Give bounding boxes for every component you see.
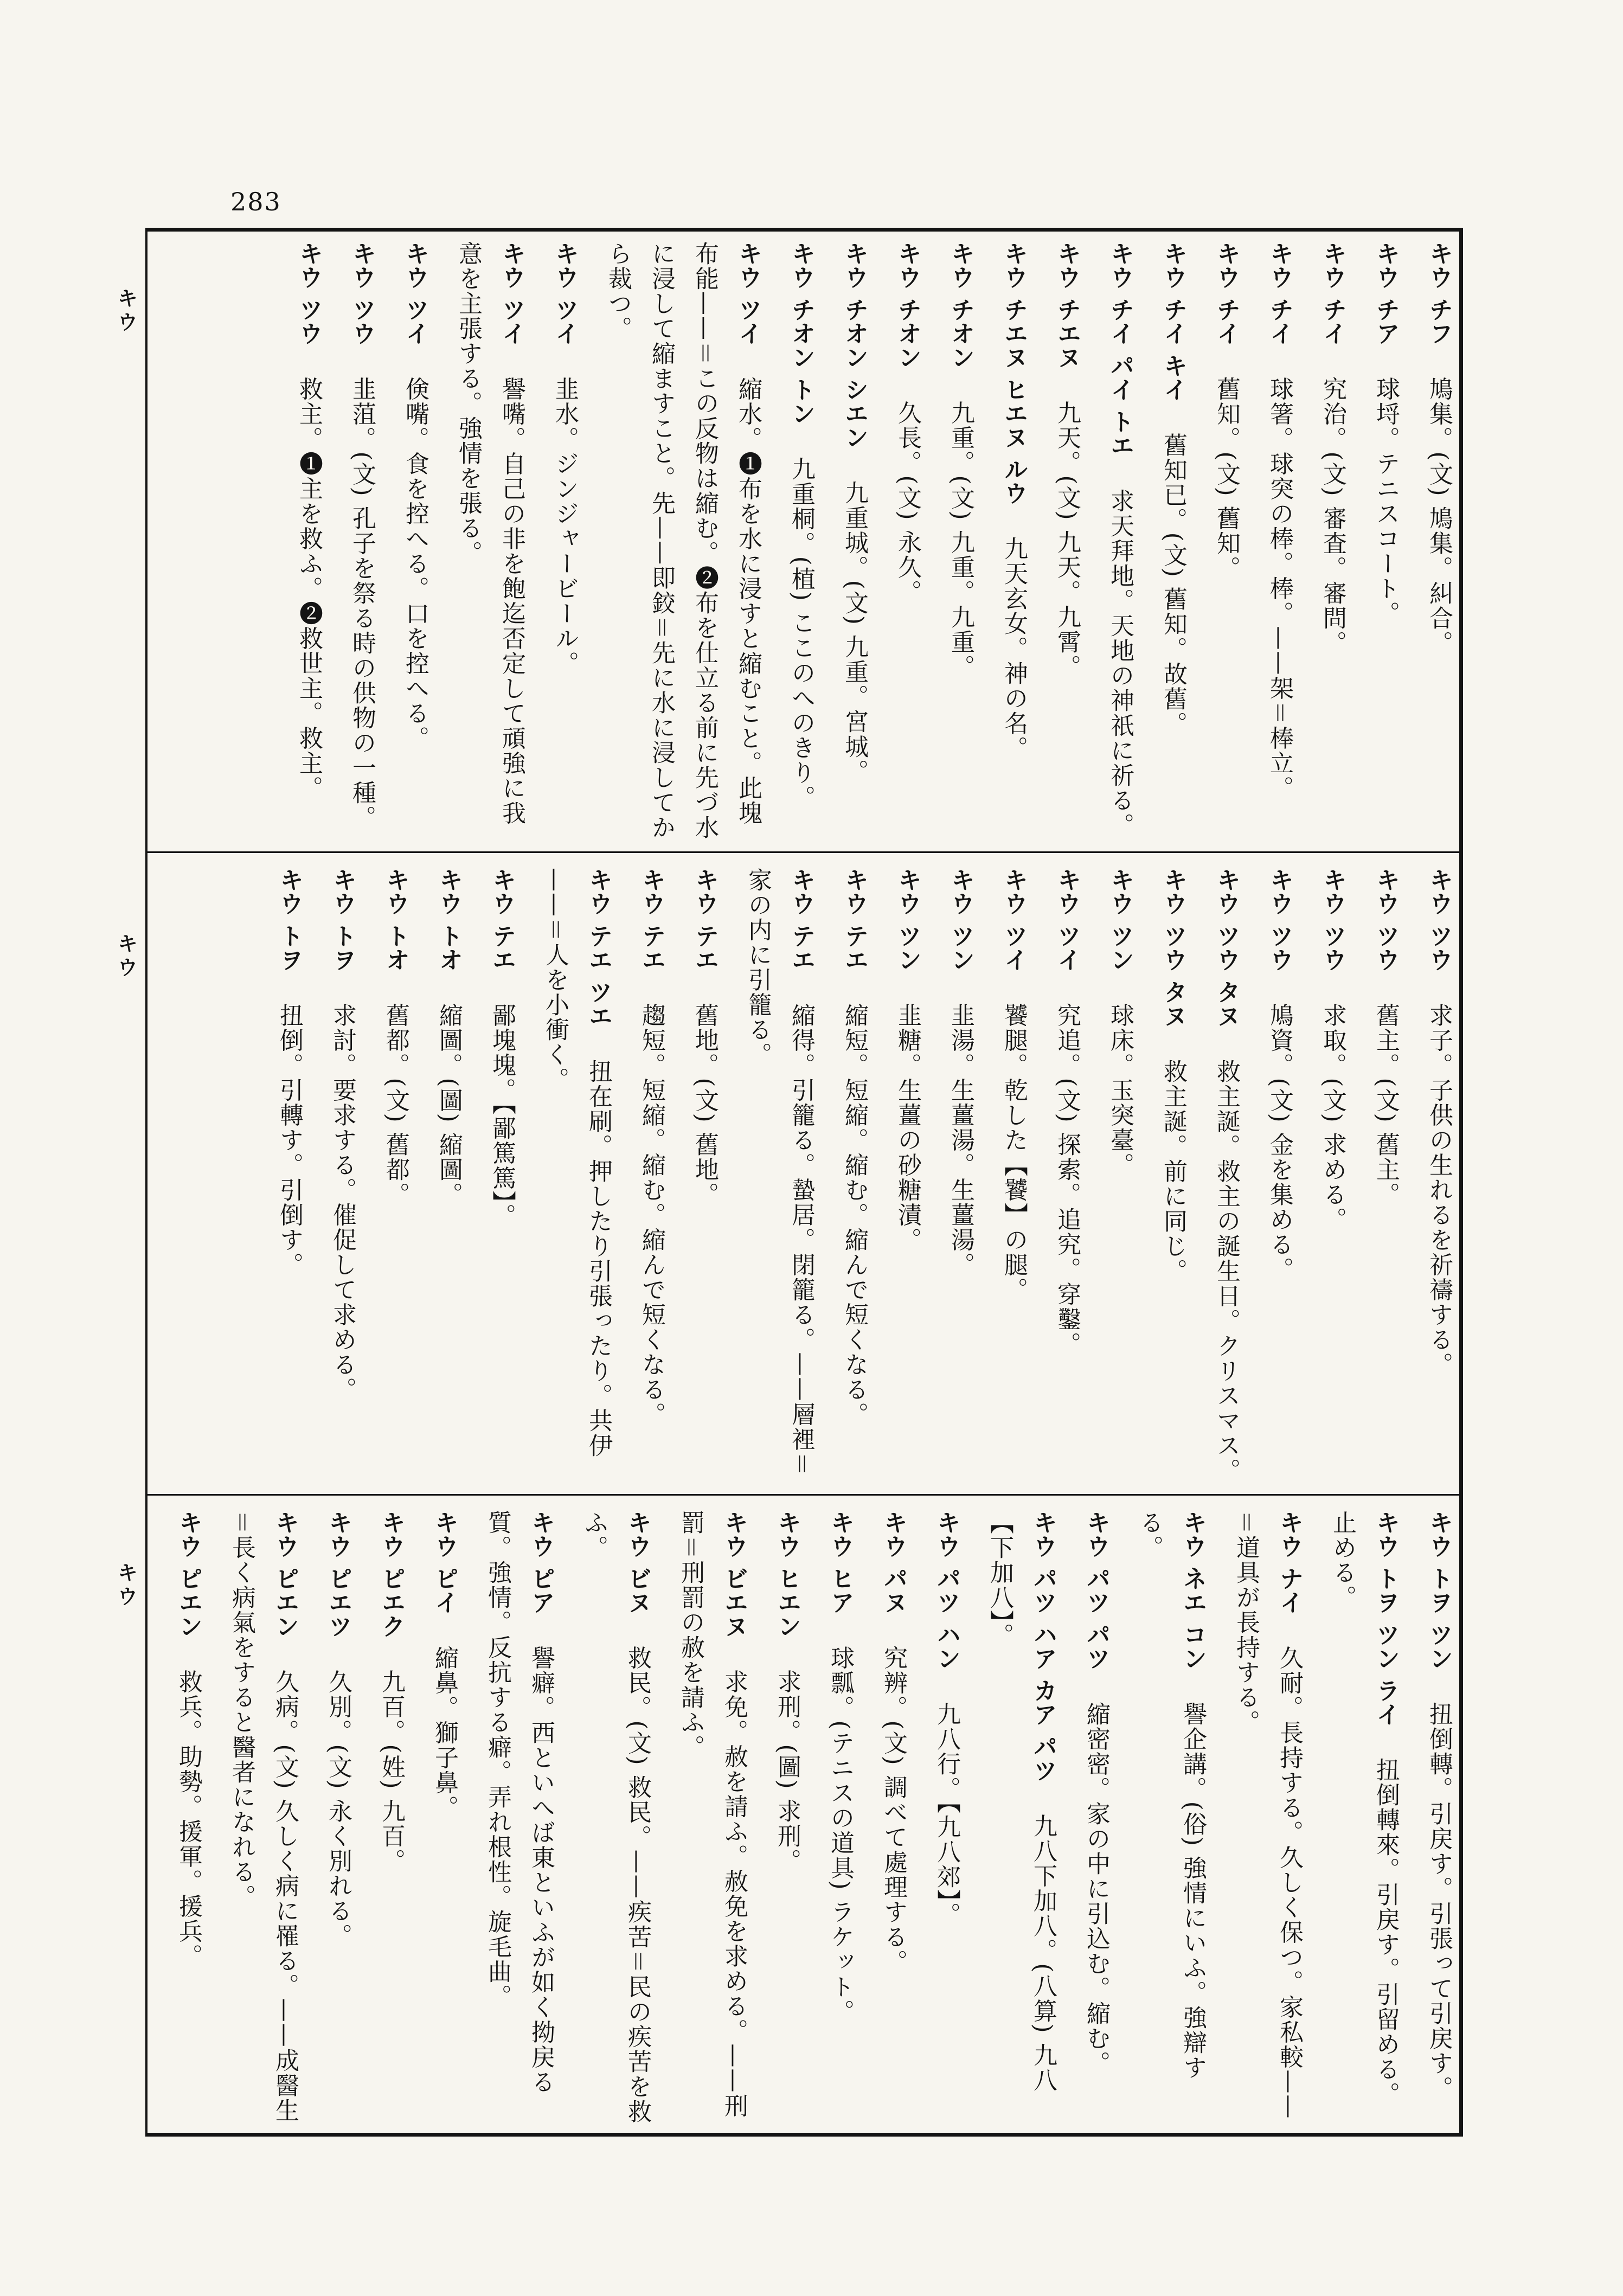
entry-reading: キウ ヒア bbox=[826, 1510, 854, 1614]
entry-reading: キウ トヲ bbox=[275, 868, 303, 972]
entry-definition: 韭菹。(文) 孔子を祭る時の供物の一種。 bbox=[348, 376, 376, 830]
entry-definition: 球床。玉突臺。 bbox=[1106, 1003, 1134, 1178]
entry-reading: キウ パツ ハア カア パツ bbox=[1029, 1510, 1057, 1782]
entry-reading: キウ テエ bbox=[488, 868, 516, 972]
entry-definition: 縮水。❶布を水に浸すと縮むこと。此塊布能——＝この反物は縮む。❷布を仕立る前に先づ水に浸して縮ますこと。先——即鉸＝先に水に浸してから裁つ。 bbox=[604, 241, 762, 840]
entry-definition: 救主。❶主を救ふ。❷救世主。救主。 bbox=[295, 376, 323, 801]
entry-reading: キウ ツン bbox=[947, 868, 974, 972]
dictionary-entry bbox=[1045, 241, 1088, 843]
entry-reading: キウ チオン bbox=[947, 241, 974, 369]
entry-reading: キウ ツウ bbox=[295, 241, 323, 345]
dictionary-entry bbox=[832, 868, 876, 1486]
entry-definition: 九重。(文) 九重。九重。 bbox=[947, 400, 974, 679]
dictionary-entry bbox=[1204, 241, 1248, 843]
dictionary-entry bbox=[267, 868, 311, 1486]
dictionary-entry bbox=[1074, 1510, 1118, 2126]
dictionary-entry bbox=[1258, 868, 1301, 1486]
entry-reading: キウ トヲ bbox=[329, 868, 356, 972]
dictionary-entry bbox=[736, 868, 823, 1486]
entry-reading: キウ パツ パツ bbox=[1082, 1510, 1110, 1670]
entry-reading: キウ ツン bbox=[1106, 868, 1134, 972]
entry-definition: 久病。(文) 久しく病に罹る。——成醫生＝長く病氣をすると醫者になれる。 bbox=[228, 1510, 299, 2123]
entry-reading: キウ ツイ bbox=[1000, 868, 1028, 972]
dictionary-entry bbox=[340, 241, 383, 843]
dictionary-entry bbox=[476, 1510, 562, 2126]
entry-reading: キウ ツウ タヌ bbox=[1159, 868, 1187, 1028]
entry-definition: 九天玄女。神の名。 bbox=[1000, 536, 1028, 761]
dictionary-entry bbox=[1311, 241, 1354, 843]
dictionary-entry bbox=[978, 1510, 1064, 2126]
entry-reading: キウ チオン トン bbox=[787, 241, 815, 425]
dictionary-entry bbox=[480, 868, 523, 1486]
dictionary-entry bbox=[683, 868, 726, 1486]
entry-reading: キウ ツウ bbox=[1425, 868, 1453, 972]
dictionary-entry bbox=[992, 868, 1035, 1486]
entry-reading: キウ ツイ bbox=[401, 241, 429, 345]
dictionary-entry bbox=[1151, 241, 1195, 843]
entry-reading: キウ ビエヌ bbox=[720, 1510, 748, 1638]
entry-definition: 求免。赦を請ふ。赦免を求める。——刑罰＝刑罰の赦を請ふ。 bbox=[677, 1510, 748, 2119]
entry-reading: キウ ネエ コン bbox=[1179, 1510, 1207, 1670]
dictionary-entry bbox=[1258, 241, 1301, 843]
entry-reading: キウ テエ bbox=[841, 868, 868, 972]
entry-reading: キウ パヌ bbox=[880, 1510, 907, 1614]
entry-definition: 扭倒。引轉す。引倒す。 bbox=[275, 1003, 303, 1278]
dictionary-entry bbox=[1224, 1510, 1311, 2126]
entry-reading: キウ チオン シエン bbox=[841, 241, 868, 449]
entry-reading: キウ ツイ bbox=[1053, 868, 1081, 972]
entry-reading: キウ ツウ タヌ bbox=[1213, 868, 1240, 1028]
entry-definition: 久別。(文) 永く別れる。 bbox=[324, 1669, 352, 1948]
entry-definition: 球箸。球突の棒。棒。——架＝棒立。 bbox=[1266, 376, 1293, 801]
dictionary-entry bbox=[422, 1510, 466, 2126]
entry-reading: キウ テエ ツエ bbox=[585, 868, 612, 1028]
entry-reading: キウ ツン bbox=[894, 868, 921, 972]
entry-definition: 九八下加八。(八算) 九八【下加八】。 bbox=[986, 1510, 1057, 2093]
entry-definition: 救民。(文) 救民。——疾苦＝民の疾苦を救ふ。 bbox=[580, 1510, 651, 2124]
entry-definition: 扭倒轉。引戻す。引張って引戻す。 bbox=[1425, 1701, 1453, 2101]
entry-definition: 鳩資。(文) 金を集める。 bbox=[1266, 1003, 1293, 1282]
entry-reading: キウ チフ bbox=[1425, 241, 1453, 345]
side-index-label: キウ bbox=[114, 287, 138, 335]
dictionary-entry bbox=[287, 241, 330, 843]
dictionary-entry bbox=[1320, 1510, 1407, 2126]
dictionary-entry bbox=[1127, 1510, 1214, 2126]
dictionary-entry bbox=[1417, 868, 1460, 1486]
entry-definition: 球瓢。(テニスの道具) ラケット。 bbox=[826, 1645, 854, 2024]
dictionary-entry bbox=[765, 1510, 809, 2126]
entry-definition: 舊地。(文) 舊地。 bbox=[691, 1003, 719, 1207]
entry-definition: 求討。要求する。催促して求める。 bbox=[329, 1003, 356, 1402]
section-divider bbox=[145, 1494, 1463, 1496]
entry-reading: キウ チア bbox=[1372, 241, 1400, 345]
dictionary-entry bbox=[1204, 868, 1248, 1486]
dictionary-entry bbox=[320, 868, 364, 1486]
dictionary-entry bbox=[939, 241, 982, 843]
entry-definition: 救主誕。前に同じ。 bbox=[1159, 1059, 1187, 1284]
dictionary-entry bbox=[1417, 1510, 1460, 2126]
entry-reading: キウ トオ bbox=[435, 868, 463, 972]
entry-reading: キウ ビヌ bbox=[624, 1510, 651, 1614]
dictionary-section bbox=[175, 1510, 1460, 2126]
entry-definition: 九重城。(文) 九重。宮城。 bbox=[841, 480, 868, 784]
dictionary-entry bbox=[166, 1510, 210, 2126]
entry-definition: 扭在刷。押したり引張ったり。共伊——＝人を小衝く。 bbox=[541, 868, 612, 1458]
entry-reading: キウ ピエン bbox=[271, 1510, 299, 1638]
dictionary-entry bbox=[220, 1510, 306, 2126]
dictionary-entry bbox=[427, 868, 470, 1486]
entry-definition: 趨短。短縮。縮む。縮んで短くなる。 bbox=[638, 1003, 665, 1427]
entry-definition: 救兵。助勢。援軍。援兵。 bbox=[175, 1669, 202, 1969]
entry-reading: キウ ツウ bbox=[1319, 868, 1346, 972]
dictionary-entry bbox=[939, 868, 982, 1486]
entry-reading: キウ ツウ bbox=[348, 241, 376, 345]
entry-reading: キウ パツ ハン bbox=[933, 1510, 960, 1670]
entry-definition: 縮短。短縮。縮む。縮んで短くなる。 bbox=[841, 1003, 868, 1427]
entry-reading: キウ チイ キイ bbox=[1159, 241, 1187, 401]
dictionary-entry bbox=[446, 241, 533, 843]
entry-reading: キウ ツイ bbox=[551, 241, 579, 345]
entry-definition: 久長。(文) 永久。 bbox=[894, 400, 921, 605]
entry-definition: 饕腿。乾した【饕】の腿。 bbox=[1000, 1003, 1028, 1303]
entry-definition: 救主誕。救主の誕生日。クリスマス。 bbox=[1213, 1059, 1240, 1483]
entry-definition: 究治。(文) 審査。審問。 bbox=[1319, 376, 1346, 656]
entry-reading: キウ チエヌ ヒエヌ ルウ bbox=[1000, 241, 1028, 505]
dictionary-entry bbox=[925, 1510, 968, 2126]
dictionary-entry bbox=[1098, 241, 1141, 843]
entry-definition: 九百。(姓) 九百。 bbox=[377, 1669, 405, 1874]
entry-reading: キウ トオ bbox=[382, 868, 409, 972]
dictionary-entry bbox=[818, 1510, 862, 2126]
entry-definition: 九八行。【九八郊】。 bbox=[933, 1701, 960, 1927]
entry-reading: キウ テエ bbox=[787, 868, 815, 972]
entry-reading: キウ ツイ bbox=[734, 241, 762, 345]
dictionary-entry bbox=[832, 241, 876, 843]
dictionary-entry bbox=[992, 241, 1035, 843]
dictionary-entry bbox=[1364, 241, 1407, 843]
entry-definition: 九重桐。(植) ここのへのきり。 bbox=[787, 456, 815, 810]
entry-definition: 鳩集。(文) 鳩集。糾合。 bbox=[1425, 376, 1453, 656]
dictionary-entry bbox=[1045, 868, 1088, 1486]
dictionary-entry bbox=[374, 868, 417, 1486]
entry-reading: キウ チイ パイ トエ bbox=[1106, 241, 1134, 457]
dictionary-entry bbox=[886, 868, 929, 1486]
side-index-label: キウ bbox=[114, 1562, 138, 1609]
entry-definition: 久耐。長持する。久しく保つ。家私較——＝道具が長持する。 bbox=[1232, 1510, 1303, 2120]
dictionary-entry bbox=[630, 868, 673, 1486]
page-number: 283 bbox=[230, 187, 281, 216]
entry-definition: 縮密密。家の中に引込む。縮む。 bbox=[1082, 1701, 1110, 2076]
entry-reading: キウ テエ bbox=[691, 868, 719, 972]
entry-reading: キウ ピア bbox=[527, 1510, 555, 1614]
entry-reading: キウ ピエン bbox=[175, 1510, 202, 1638]
entry-definition: 求天拜地。天地の神祇に祈る。 bbox=[1106, 488, 1134, 838]
entry-reading: キウ ピエツ bbox=[324, 1510, 352, 1638]
dictionary-entry bbox=[669, 1510, 755, 2126]
dictionary-entry bbox=[1151, 868, 1195, 1486]
dictionary-entry bbox=[1364, 868, 1407, 1486]
entry-definition: 求取。(文) 求める。 bbox=[1319, 1003, 1346, 1232]
dictionary-entry bbox=[596, 241, 769, 843]
entry-reading: キウ ナイ bbox=[1275, 1510, 1303, 1614]
entry-definition: 九天。(文) 九天。九霄。 bbox=[1053, 400, 1081, 679]
entry-definition: 舊都。(文) 舊都。 bbox=[382, 1003, 409, 1207]
entry-definition: 究追。(文) 探索。追究。穿鑿。 bbox=[1053, 1003, 1081, 1357]
entry-definition: 鄙塊塊。【鄙篤篤】。 bbox=[488, 1003, 516, 1229]
dictionary-entry bbox=[1417, 241, 1460, 843]
entry-reading: キウ ツウ bbox=[1266, 868, 1293, 972]
entry-definition: 求刑。(圖) 求刑。 bbox=[773, 1669, 801, 1874]
dictionary-entry bbox=[779, 241, 823, 843]
entry-reading: キウ チエヌ bbox=[1053, 241, 1081, 369]
entry-definition: 縮圖。(圖) 縮圖。 bbox=[435, 1003, 463, 1207]
entry-definition: 舊知已。(文) 舊知。故舊。 bbox=[1159, 432, 1187, 736]
entry-definition: 韭糖。生薑の砂糖漬。 bbox=[894, 1003, 921, 1253]
entry-reading: キウ トヲ ツン bbox=[1425, 1510, 1453, 1670]
dictionary-entry bbox=[393, 241, 437, 843]
dictionary-entry bbox=[369, 1510, 413, 2126]
entry-reading: キウ ヒエン bbox=[773, 1510, 801, 1638]
entry-reading: キウ チイ bbox=[1319, 241, 1346, 345]
entry-definition: 求子。子供の生れるを祈禱する。 bbox=[1425, 1003, 1453, 1377]
dictionary-entry bbox=[572, 1510, 659, 2126]
entry-definition: 扭倒轉來。引戻す。引留める。止める。 bbox=[1329, 1510, 1400, 2107]
entry-definition: 舊主。(文) 舊主。 bbox=[1372, 1003, 1400, 1207]
entry-definition: 倹嘴。食を控へる。口を控へる。 bbox=[401, 376, 429, 751]
dictionary-entry bbox=[871, 1510, 915, 2126]
entry-definition: 譽企講。(俗) 強情にいふ。強辯する。 bbox=[1136, 1510, 1207, 2080]
dictionary-entry bbox=[543, 241, 586, 843]
dictionary-entry bbox=[533, 868, 620, 1486]
entry-reading: キウ チオン bbox=[894, 241, 921, 369]
entry-reading: キウ ピエク bbox=[377, 1510, 405, 1638]
dictionary-section bbox=[175, 868, 1460, 1486]
side-index-label: キウ bbox=[114, 933, 138, 980]
dictionary-section bbox=[175, 241, 1460, 843]
dictionary-entry bbox=[316, 1510, 360, 2126]
entry-definition: 韭水。ジンジャービール。 bbox=[551, 376, 579, 676]
entry-definition: 譽癖。西といへば東といふが如く拗戻る質。強情。反抗する癖。弄れ根性。旋毛曲。 bbox=[484, 1510, 555, 2095]
entry-definition: 縮得。引籠る。蟄居。閉籠る。——層裡＝家の内に引籠る。 bbox=[744, 868, 815, 1477]
dictionary-entry bbox=[1098, 868, 1141, 1486]
entry-reading: キウ トヲ ツン ライ bbox=[1372, 1510, 1400, 1726]
section-divider bbox=[145, 851, 1463, 853]
entry-definition: 譽嘴。自己の非を飽迄否定して頑強に我意を主張する。強情を張る。 bbox=[454, 241, 525, 826]
entry-reading: キウ チイ bbox=[1213, 241, 1240, 345]
entry-definition: 縮鼻。獅子鼻。 bbox=[431, 1645, 458, 1820]
dictionary-entry bbox=[1311, 868, 1354, 1486]
entry-reading: キウ ツイ bbox=[498, 241, 525, 345]
entry-definition: 究辨。(文) 調べて處理する。 bbox=[880, 1645, 907, 1974]
entry-reading: キウ チイ bbox=[1266, 241, 1293, 345]
entry-reading: キウ ピイ bbox=[431, 1510, 458, 1614]
entry-definition: 韭湯。生薑湯。生薑湯。 bbox=[947, 1003, 974, 1278]
dictionary-entry bbox=[886, 241, 929, 843]
entry-reading: キウ ツウ bbox=[1372, 868, 1400, 972]
entry-reading: キウ テエ bbox=[638, 868, 665, 972]
entry-definition: 舊知。(文) 舊知。 bbox=[1213, 376, 1240, 581]
entry-definition: 球埒。テニスコート。 bbox=[1372, 376, 1400, 626]
